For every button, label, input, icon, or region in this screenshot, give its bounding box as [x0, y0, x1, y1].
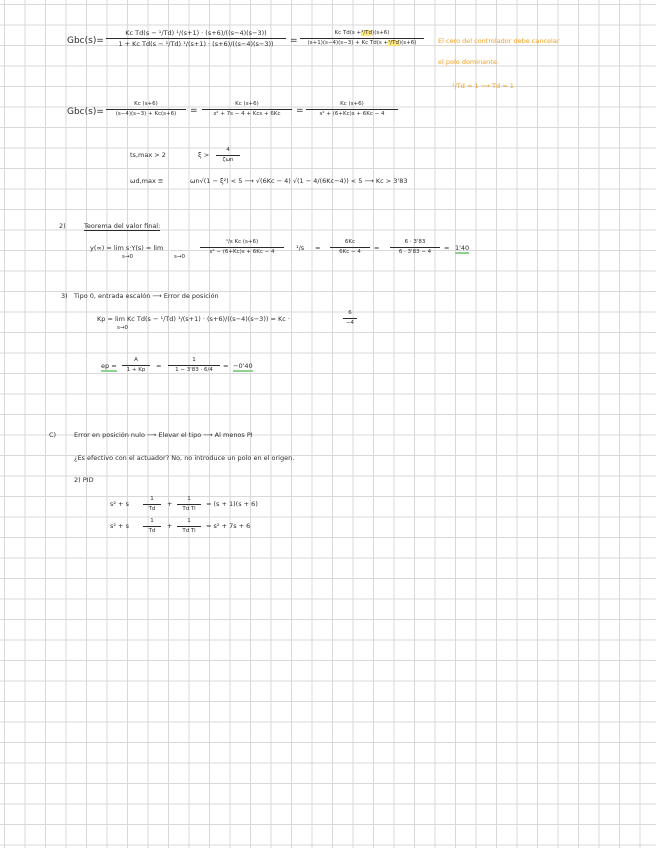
wd-condition-expression: ωn√(1 − ξ²) < 5 ⟶ √(6Kc − 4) √(1 − 4/(6Kc−4)) < 5 ⟶ Kc > 3'83 [190, 177, 408, 185]
ep-result: −0'40 [233, 362, 253, 370]
plus-sign: + [167, 500, 173, 508]
gbc-f2-num-part-a: Kc Td(s + [334, 30, 362, 36]
pid-eq1-fraction-2-numerator: 1 [177, 496, 201, 505]
ep-fraction-1 [122, 357, 150, 374]
annotation-line-1: El cero del controlador debe cancelar [438, 37, 560, 45]
equals-sign: = [296, 106, 304, 116]
ep-fraction-1-denominator: 1 + Kp [126, 367, 146, 373]
limit-subscript-2: s→0 [174, 254, 185, 260]
final-value-fraction-2-numerator: 6Kc [330, 239, 370, 248]
gbc2-fraction-2-denominator: s² + 7s − 4 + Kcs + 6Kc [213, 111, 281, 117]
section-c-line-1: Error en posición nulo ⟶ Elevar el tipo ⟶ Al menos PI [74, 431, 253, 439]
gbc-lhs-2: Gbc(s)= [67, 107, 104, 117]
equals-sign: = [290, 36, 298, 46]
step-input-factor: ¹/s [296, 244, 305, 252]
gbc-f2-den-highlight: ¹/Td [388, 40, 399, 46]
gbc2-fraction-2 [202, 101, 292, 118]
gbc-fraction-1 [106, 29, 286, 48]
kp-fraction-numerator: 6 [343, 310, 357, 319]
kp-fraction-denominator: −4 [345, 320, 355, 326]
ep-fraction-1-numerator: A [122, 357, 150, 366]
pid-eq2-rhs: = s² + 7s + 6 [206, 522, 251, 530]
final-value-fraction-1-denominator: s² − (6+Kc)s + 6Kc − 4 [209, 249, 275, 255]
gbc-f2-num-highlight: ¹/Td [361, 30, 373, 36]
ep-fraction-2-denominator: 1 − 3'83 · 6/4 [175, 367, 213, 373]
gbc-lhs-1: Gbc(s)= [67, 36, 104, 46]
section-2-title: Teorema del valor final: [84, 222, 161, 230]
ts-max-condition: ts,max > 2 [130, 151, 166, 159]
pid-eq2-fraction-2-denominator: Td Ti [182, 528, 196, 534]
limit-subscript-kp: s→0 [117, 325, 128, 331]
gbc2-fraction-3-numerator: Kc (s+6) [306, 101, 398, 110]
section-3-title: Tipo 0, entrada escalón ⟶ Error de posición [74, 292, 219, 300]
section-c-subheading-pid: 2) PID [74, 476, 94, 484]
equals-sign: = [223, 362, 229, 370]
gbc-fraction-2 [300, 30, 424, 47]
pid-eq1-fraction-1-denominator: Td [148, 506, 156, 512]
final-value-fraction-3 [390, 239, 440, 256]
pid-eq2-fraction-1-numerator: 1 [143, 518, 161, 527]
pid-eq2-lhs: s² + s [110, 522, 129, 530]
gbc2-fraction-2-numerator: Kc (s+6) [202, 101, 292, 110]
gbc2-fraction-3-denominator: s² + (6+Kc)s + 6Kc − 4 [319, 111, 385, 117]
section-c-label: C) [49, 431, 57, 439]
ep-fraction-2-numerator: 1 [168, 357, 220, 366]
xi-fraction [216, 147, 240, 164]
pid-eq1-fraction-1-numerator: 1 [143, 496, 161, 505]
pid-eq2-fraction-1-denominator: Td [148, 528, 156, 534]
annotation-line-3: ¹/Td = 1 ⟶ Td = 1 [452, 82, 514, 90]
gbc2-fraction-1 [106, 101, 186, 118]
pid-eq1-fraction-1 [143, 496, 161, 513]
final-value-fraction-2-denominator: 6Kc − 4 [339, 249, 361, 255]
pid-eq1-fraction-2 [177, 496, 201, 513]
equals-sign: = [374, 244, 380, 252]
gbc-fraction-2-denominator [300, 39, 424, 47]
gbc-f2-num-part-b: )(s+6) [372, 30, 390, 36]
pid-eq1-rhs: = (s + 1)(s + 6) [206, 500, 258, 508]
gbc2-fraction-3 [306, 101, 398, 118]
pid-eq2-fraction-2-numerator: 1 [177, 518, 201, 527]
kp-fraction [343, 310, 357, 327]
annotation-line-2: el polo dominante. [438, 58, 499, 66]
equals-sign: = [315, 244, 321, 252]
ep-label: ep = [101, 362, 117, 370]
gbc-fraction-2-numerator [300, 30, 424, 39]
limit-subscript-1: s→0 [122, 254, 133, 260]
xi-fraction-numerator: 4 [216, 147, 240, 156]
gbc-fraction-1-numerator: Kc Td(s − ¹/Td) ¹/(s+1) · (s+6)/((s−4)(s−3)) [106, 29, 286, 39]
pid-eq1-fraction-2-denominator: Td Ti [182, 506, 196, 512]
gbc-f2-den-part-a: (s+1)(s−4)(s−3) + Kc Td(s + [307, 40, 389, 46]
pid-eq2-fraction-1 [143, 518, 161, 535]
final-value-fraction-3-numerator: 6 · 3'83 [390, 239, 440, 248]
final-value-fraction-2 [330, 239, 370, 256]
pid-eq1-lhs: s² + s [110, 500, 129, 508]
equals-sign: = [444, 244, 450, 252]
wd-max-label: ωd,max ≡ [130, 177, 164, 185]
kp-expression: Kp = lim Kc Td(s − ¹/Td) ¹/(s+1) · (s+6)/((s−4)(s−3)) = Kc · [97, 315, 290, 323]
section-3-number: 3) [61, 292, 68, 300]
final-value-fraction-1 [200, 239, 284, 256]
gbc-fraction-1-denominator: 1 + Kc Td(s − ¹/Td) ¹/(s+1) · (s+6)/((s−4)(s−3)) [118, 40, 274, 48]
xi-prefix: ξ > [198, 151, 210, 159]
gbc-f2-den-part-b: )(s+6) [399, 40, 417, 46]
section-c-line-2: ¿Es efectivo con el actuador? No, no introduce un polo en el origen. [74, 454, 295, 462]
xi-fraction-denominator: ζωn [222, 157, 234, 163]
ep-fraction-2 [168, 357, 220, 374]
final-value-expression: y(∞) = lim s·Y(s) = lim [90, 244, 164, 252]
final-value-fraction-1-numerator: ¹/s Kc (s+6) [200, 239, 284, 248]
section-2-number: 2) [59, 222, 66, 230]
gbc2-fraction-1-numerator: Kc (s+6) [106, 101, 186, 110]
gbc2-fraction-1-denominator: (s−4)(s−3) + Kc(s+6) [115, 111, 177, 117]
final-value-result: 1'40 [455, 244, 470, 252]
equals-sign: = [156, 362, 162, 370]
pid-eq2-fraction-2 [177, 518, 201, 535]
equals-sign: = [190, 106, 198, 116]
plus-sign: + [167, 522, 173, 530]
final-value-fraction-3-denominator: 6 · 3'83 − 4 [398, 249, 432, 255]
